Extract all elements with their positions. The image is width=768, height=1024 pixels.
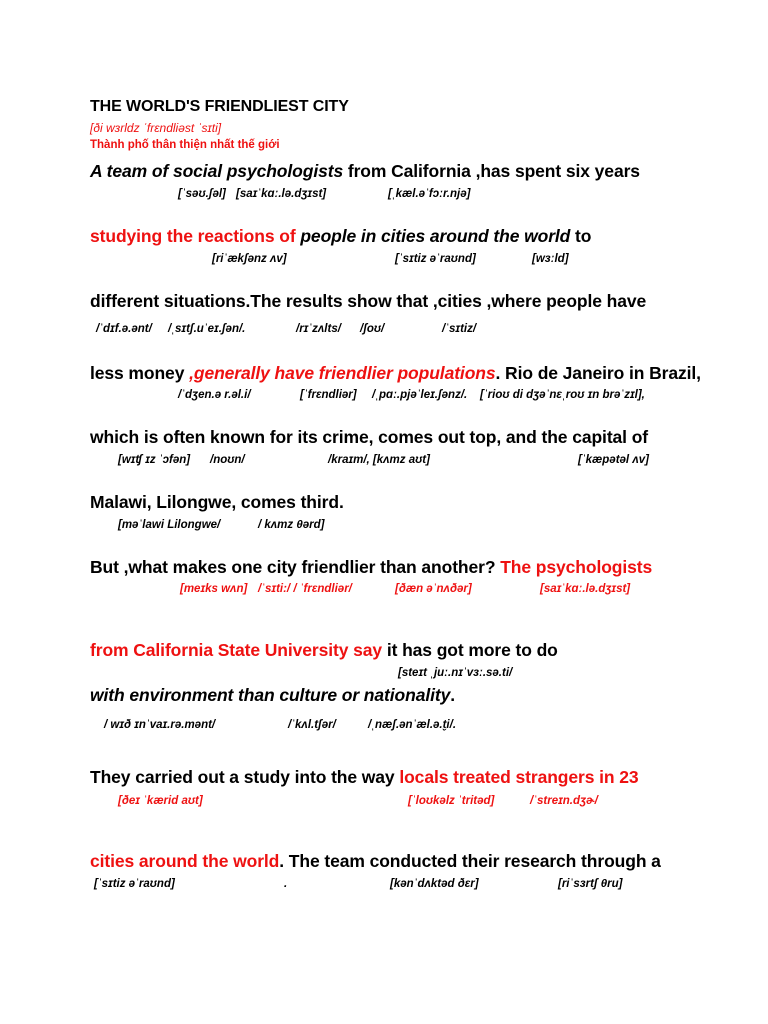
text-segment: to (570, 226, 592, 246)
phonetic-note: / wɪð ɪnˈvaɪ.rə.mənt/ (104, 719, 216, 731)
phonetic-note: / kʌmz θərd] (258, 519, 325, 531)
text-segment: with environment than culture or nationality (90, 685, 451, 705)
text-segment: studying the reactions of (90, 226, 301, 246)
phonetic-note: [ˈkæpətəl ʌv] (578, 454, 649, 466)
text-line-11 (90, 850, 661, 872)
phonetic-note: /ʃoʊ/ (360, 323, 385, 335)
phonetic-note: [ˈloʊkəlz ˈtritəd] (408, 795, 495, 807)
text-line-8 (90, 639, 558, 661)
title-phonetic: [ði wɜrldz ˈfrɛndliəst ˈsɪti] (90, 121, 222, 135)
phonetic-note: [wɜːld] (532, 253, 569, 265)
document-title: THE WORLD'S FRIENDLIEST CITY (90, 98, 349, 115)
phonetic-note: /ˈdʒen.ə r.əl.i/ (178, 389, 251, 401)
phonetic-note: /ˈsɪti:/ / ˈfrɛndliər/ (258, 583, 352, 595)
text-segment: less money (90, 363, 190, 383)
text-segment: it has got more to do (382, 640, 558, 660)
phonetic-note: [ˈsɪtiz əˈraʊnd] (395, 253, 476, 265)
phonetic-note: /ˈstreɪn.dʒɚ/ (530, 795, 598, 807)
text-segment: from California State University say (90, 640, 383, 660)
text-segment: different situations.The results show that ,cities ,where people have (90, 291, 647, 311)
phonetic-note: [riˈsɜrtʃ θru] (558, 878, 623, 890)
phonetic-note: /kraɪm/, [kʌmz aʊt] (328, 454, 430, 466)
phonetic-note: [ˈrioʊ di dʒəˈnɛˌroʊ ɪn brəˈzɪl], (480, 389, 645, 401)
phonetic-note: /rɪˈzʌlts/ (296, 323, 341, 335)
phonetic-note: [wɪʧ ɪz ˈɔfən] (118, 454, 191, 466)
phonetic-note: [steɪt ˌjuː.nɪˈvɜː.sə.ti/ (398, 667, 513, 679)
text-segment: which is often known for its crime, comes out top, and the capital of (90, 427, 649, 447)
phonetic-note: /ˈdɪf.ə.ənt/ (96, 323, 152, 335)
phonetic-note: [saɪˈkɑː.lə.dʒɪst] (236, 188, 327, 200)
phonetic-note: [kənˈdʌktəd ðɛr] (390, 878, 479, 890)
phonetic-note: [meɪks wʌn] (180, 583, 248, 595)
phonetic-note: [ðeɪ ˈkærid aʊt] (118, 795, 203, 807)
title-vietnamese-translation: Thành phố thân thiện nhất thế giới (90, 139, 280, 151)
phonetic-note: /ˌpɑː.pjəˈleɪ.ʃənz/. (372, 389, 468, 401)
phonetic-note: [ˈfrɛndliər] (300, 389, 357, 401)
text-segment: cities around the world (90, 851, 280, 871)
phonetic-note: . (284, 878, 288, 890)
text-segment: A team of social psychologists (90, 161, 344, 181)
text-segment: Malawi, Lilongwe, comes third. (90, 492, 344, 512)
text-segment: people in cities around the world (300, 226, 571, 246)
phonetic-note: /ˈsɪtiz/ (442, 323, 477, 335)
text-segment: . Rio de Janeiro in Brazil, (495, 363, 701, 383)
text-line-5 (90, 426, 648, 448)
text-line-1 (90, 160, 640, 182)
phonetic-note: /ˈkʌl.tʃər/ (288, 719, 336, 731)
text-segment: The psychologists (500, 557, 653, 577)
phonetic-note: [saɪˈkɑː.lə.dʒɪst] (540, 583, 631, 595)
text-line-10 (90, 766, 639, 788)
text-line-9 (90, 684, 455, 706)
text-segment: They carried out a study into the way (90, 767, 400, 787)
text-segment: . The team conducted their research through a (279, 851, 661, 871)
text-line-6 (90, 491, 344, 513)
phonetic-note: [ˌkæl.əˈfɔːr.njə] (388, 188, 471, 200)
text-segment: from California ,has spent six years (343, 161, 640, 181)
text-segment: . (450, 685, 455, 705)
phonetic-note: /ˌsɪtʃ.uˈeɪ.ʃən/. (168, 323, 246, 335)
text-line-7 (90, 556, 652, 578)
text-segment: ,generally have friendlier populations (189, 363, 496, 383)
phonetic-note: [ˈsəʊ.ʃəl] (178, 188, 226, 200)
phonetic-note: /ˌnæʃ.ənˈæl.ə.t̬i/. (368, 719, 457, 731)
text-segment: locals treated strangers in 23 (399, 767, 639, 787)
phonetic-note: [ˈsɪtiz əˈraʊnd] (94, 878, 175, 890)
text-line-2 (90, 225, 591, 247)
phonetic-note: [ðæn əˈnʌðər] (395, 583, 472, 595)
phonetic-note: [riˈækʃənz ʌv] (212, 253, 287, 265)
text-segment: But ,what makes one city friendlier than another? (90, 557, 501, 577)
text-line-4 (90, 362, 701, 384)
phonetic-note: [məˈlawi Lilongwe/ (118, 519, 221, 531)
text-line-3 (90, 290, 646, 312)
phonetic-note: /noʊn/ (210, 454, 245, 466)
